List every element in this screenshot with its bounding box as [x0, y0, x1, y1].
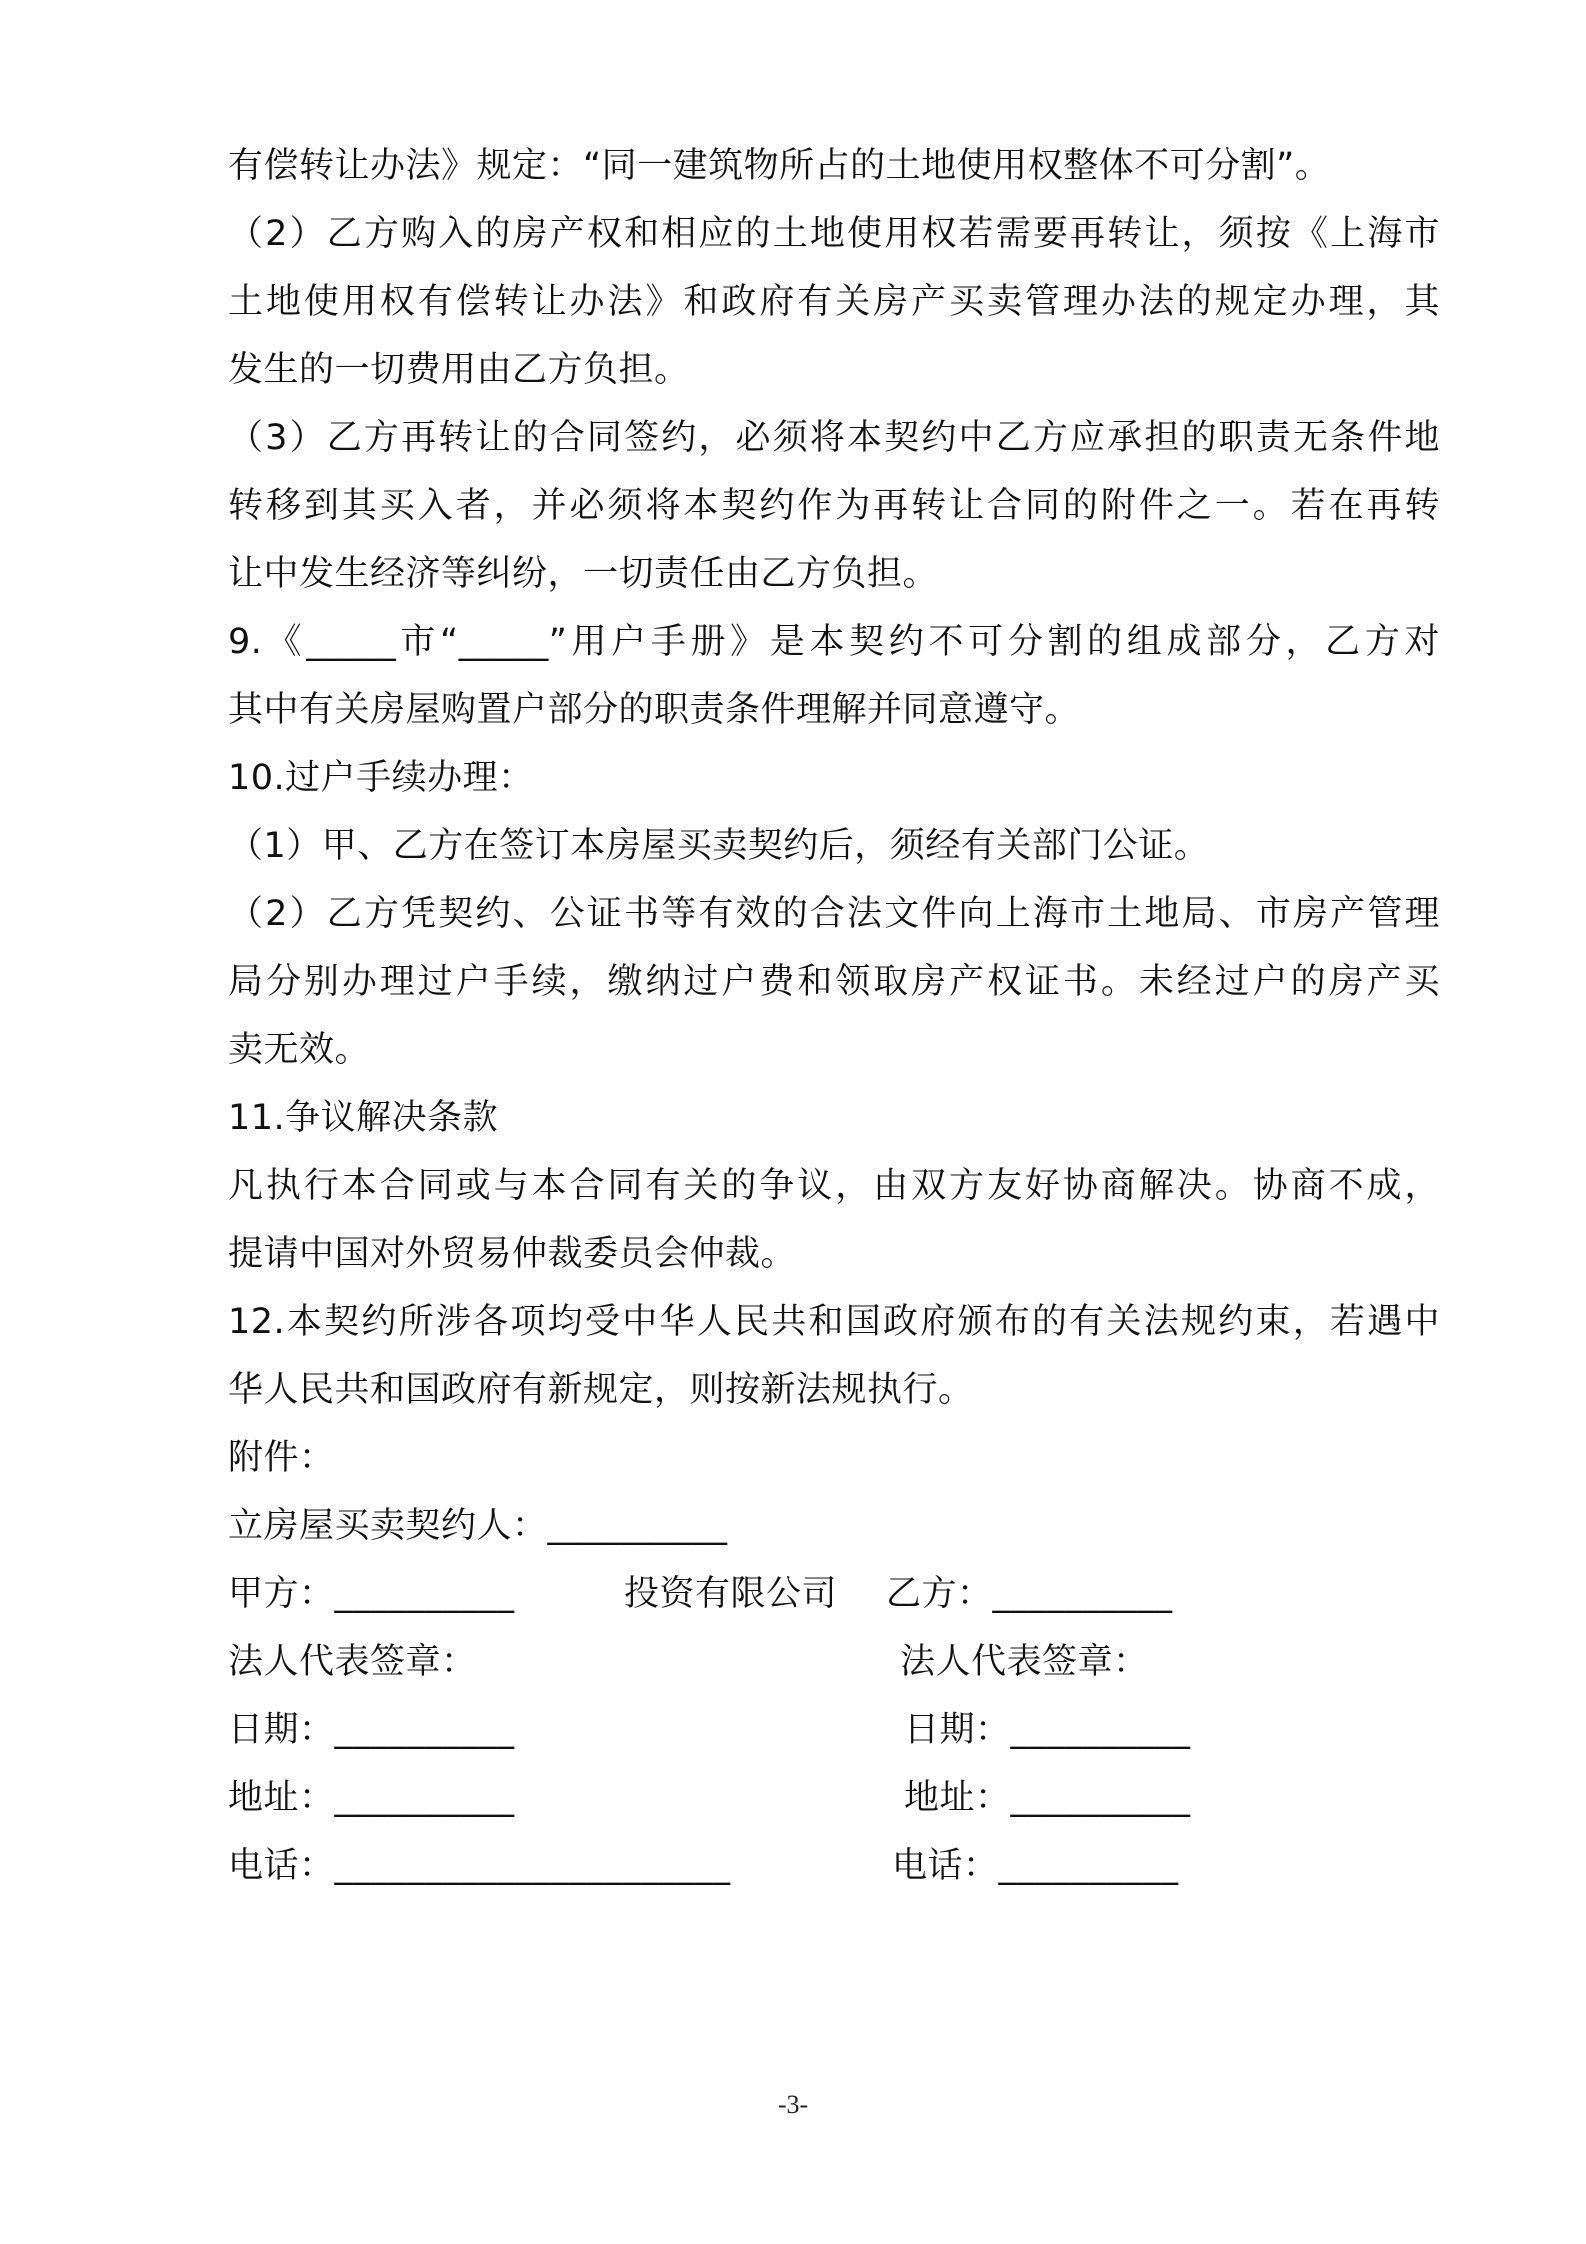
paragraph-line: 卖无效。 — [228, 1030, 371, 1070]
paragraph-line: 局分别办理过户手续，缴纳过户费和领取房产权证书。未经过户的房产买 — [228, 962, 1440, 1002]
company-name: 投资有限公司 — [624, 1574, 838, 1614]
paragraph-line: 12.本契约所涉各项均受中华人民共和国政府颁布的有关法规约束，若遇中 — [228, 1302, 1440, 1342]
paragraph-line: 有偿转让办法》规定：“同一建筑物所占的土地使用权整体不可分割”。 — [228, 146, 1331, 186]
paragraph-line: 9.《_____市“_____”用户手册》是本契约不可分割的组成部分，乙方对 — [228, 622, 1440, 662]
page-number: -3- — [777, 2090, 809, 2119]
attachment-label: 附件： — [228, 1438, 335, 1478]
legal-rep-a-label: 法人代表签章： — [228, 1642, 477, 1682]
address-b-field: 地址：__________ — [904, 1778, 1191, 1818]
phone-b-field: 电话：__________ — [892, 1846, 1179, 1886]
paragraph-line: 华人民共和国政府有新规定，则按新法规执行。 — [228, 1370, 974, 1410]
phone-a-field: 电话：______________________ — [228, 1846, 731, 1886]
section-heading: 10.过户手续办理： — [228, 758, 534, 798]
paragraph-line: 凡执行本合同或与本合同有关的争议，由双方友好协商解决。协商不成， — [228, 1166, 1440, 1206]
signer-line: 立房屋买卖契约人：__________ — [228, 1506, 728, 1546]
paragraph-line: 发生的一切费用由乙方负担。 — [228, 350, 690, 390]
paragraph-line: （2）乙方凭契约、公证书等有效的合法文件向上海市土地局、市房产管理 — [228, 894, 1440, 934]
paragraph-line: 让中发生经济等纠纷，一切责任由乙方负担。 — [228, 554, 939, 594]
paragraph-line: （3）乙方再转让的合同签约，必须将本契约中乙方应承担的职责无条件地 — [228, 418, 1440, 458]
paragraph-line: （1）甲、乙方在签订本房屋买卖契约后，须经有关部门公证。 — [228, 826, 1210, 866]
paragraph-line: 土地使用权有偿转让办法》和政府有关房产买卖管理办法的规定办理，其 — [228, 282, 1440, 322]
party-b-field: 乙方：__________ — [886, 1574, 1173, 1614]
section-heading: 11.争议解决条款 — [228, 1098, 499, 1138]
address-a-field: 地址：__________ — [228, 1778, 515, 1818]
legal-rep-b-label: 法人代表签章： — [900, 1642, 1149, 1682]
paragraph-line: 转移到其买入者，并必须将本契约作为再转让合同的附件之一。若在再转 — [228, 486, 1440, 526]
party-a-field: 甲方：__________ — [228, 1574, 515, 1614]
paragraph-line: 提请中国对外贸易仲裁委员会仲裁。 — [228, 1234, 797, 1274]
paragraph-line: 其中有关房屋购置户部分的职责条件理解并同意遵守。 — [228, 690, 1081, 730]
date-a-field: 日期：__________ — [228, 1710, 515, 1750]
date-b-field: 日期：__________ — [904, 1710, 1191, 1750]
paragraph-line: （2）乙方购入的房产权和相应的土地使用权若需要再转让，须按《上海市 — [228, 214, 1440, 254]
